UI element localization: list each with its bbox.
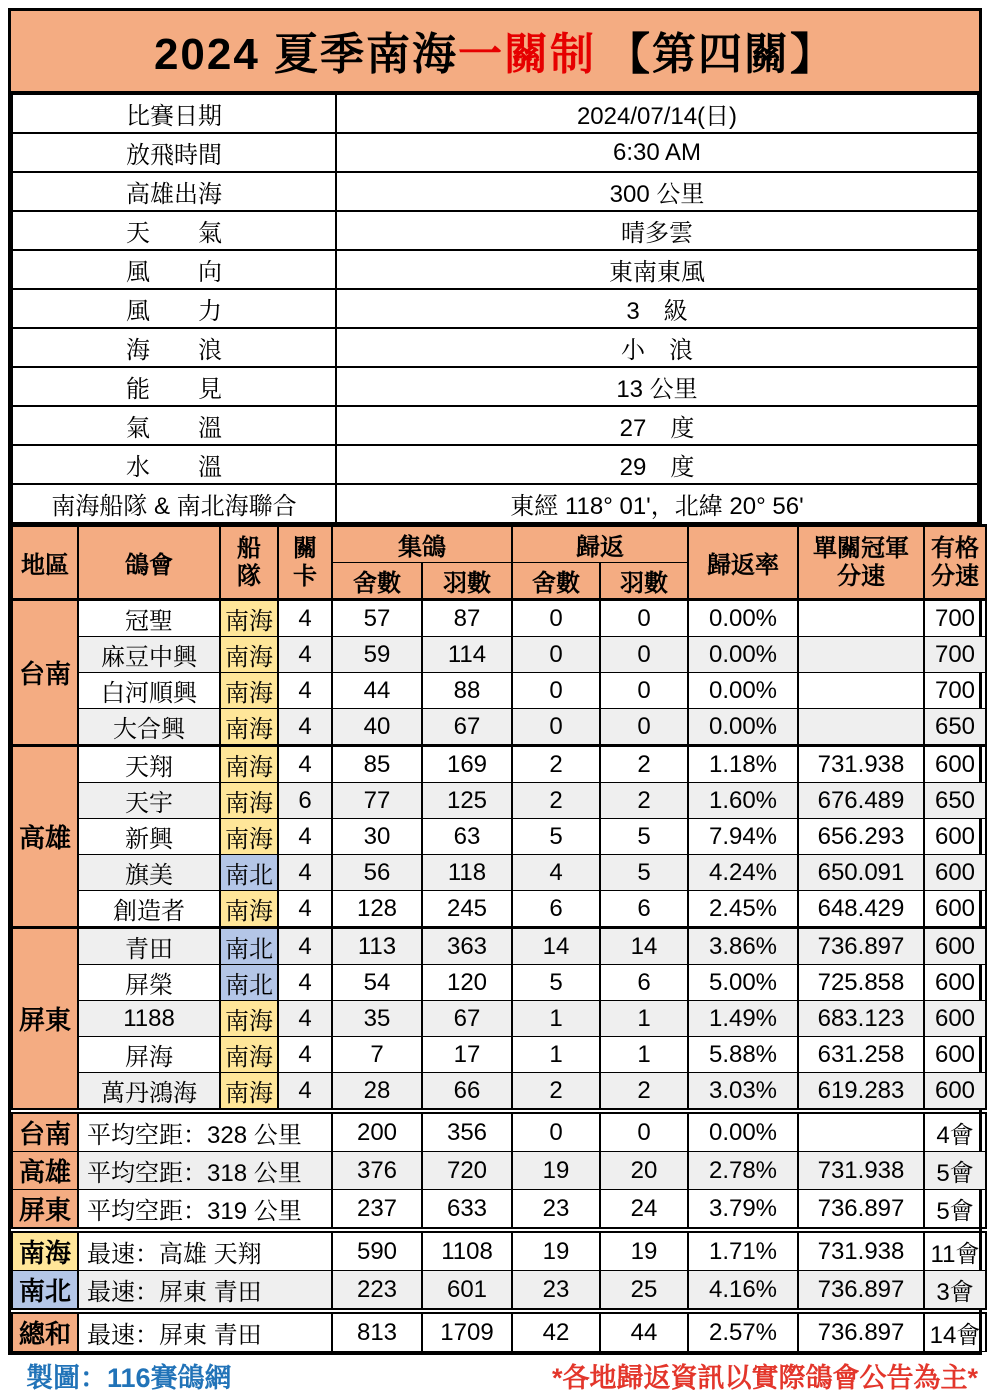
cell-grade: 600 [924, 819, 986, 855]
cell-club: 1188 [78, 1001, 220, 1037]
cell-fleet: 南海 [220, 1073, 278, 1112]
title-prefix: 2024 夏季南海 [153, 30, 459, 79]
header-rate: 歸返率 [688, 526, 798, 600]
race-report-sheet [8, 0, 982, 1395]
header-collected-birds: 羽數 [422, 563, 512, 600]
cell-returned-lofts: 0 [512, 600, 600, 637]
info-row [12, 484, 978, 523]
table-row [12, 1073, 986, 1112]
region-cell: 台南 [12, 600, 78, 746]
title-suffix: 【第四關】 [606, 30, 837, 79]
cell-grade: 5會 [924, 1152, 986, 1190]
cell-speed: 683.123 [798, 1001, 924, 1037]
cell-collected-birds: 720 [422, 1152, 512, 1190]
info-row [12, 406, 978, 445]
cell-club: 白河順興 [78, 673, 220, 709]
header-returned: 歸返 [512, 526, 688, 563]
cell-returned-lofts: 19 [512, 1152, 600, 1190]
table-row [12, 928, 986, 965]
cell-grade: 4會 [924, 1111, 986, 1152]
region-cell: 高雄 [12, 746, 78, 928]
cell-collected-birds: 125 [422, 783, 512, 819]
cell-returned-lofts: 0 [512, 709, 600, 746]
cell-returned-birds: 0 [600, 673, 688, 709]
page-title [11, 11, 979, 93]
disclaimer-text: *各地歸返資訊以實際鴿會公告為主* [551, 1362, 978, 1393]
cell-stage: 4 [278, 965, 332, 1001]
cell-rate: 4.24% [688, 855, 798, 891]
cell-speed: 731.938 [798, 1230, 924, 1271]
info-row [12, 211, 978, 250]
cell-collected-birds: 114 [422, 637, 512, 673]
cell-rate: 0.00% [688, 1111, 798, 1152]
cell-collected-lofts: 28 [332, 1073, 422, 1112]
cell-rate: 0.00% [688, 600, 798, 637]
info-value: 東南東風 [336, 250, 978, 289]
cell-stage: 4 [278, 819, 332, 855]
cell-returned-birds: 44 [600, 1311, 688, 1352]
cell-stage: 4 [278, 1037, 332, 1073]
cell-returned-birds: 5 [600, 819, 688, 855]
total-text: 最速：屏東 青田 [78, 1311, 332, 1352]
cell-returned-lofts: 5 [512, 819, 600, 855]
header-stage-line1: 關 [293, 534, 317, 562]
cell-fleet: 南海 [220, 819, 278, 855]
race-info-table [11, 93, 979, 524]
info-label: 風 力 [12, 289, 336, 328]
cell-returned-lofts: 2 [512, 746, 600, 783]
region-summary-section [12, 1111, 986, 1230]
footer [8, 1355, 982, 1395]
cell-club: 屏海 [78, 1037, 220, 1073]
info-value: 2024/07/14(日) [336, 94, 978, 133]
info-row [12, 172, 978, 211]
results-table [11, 524, 987, 1352]
cell-fleet: 南海 [220, 1001, 278, 1037]
table-row [12, 819, 986, 855]
cell-collected-birds: 1709 [422, 1311, 512, 1352]
cell-grade: 600 [924, 1001, 986, 1037]
report-frame [8, 8, 982, 1355]
header-club: 鴿會 [78, 526, 220, 600]
cell-collected-birds: 356 [422, 1111, 512, 1152]
info-value: 6:30 AM [336, 133, 978, 172]
cell-collected-lofts: 35 [332, 1001, 422, 1037]
cell-grade: 600 [924, 1037, 986, 1073]
cell-collected-birds: 118 [422, 855, 512, 891]
cell-collected-lofts: 237 [332, 1190, 422, 1231]
header-fleet-line2: 隊 [237, 562, 261, 590]
cell-fleet: 南海 [220, 783, 278, 819]
cell-collected-birds: 67 [422, 709, 512, 746]
group-kaohsiung [12, 746, 986, 928]
info-value: 27 度 [336, 406, 978, 445]
cell-collected-birds: 17 [422, 1037, 512, 1073]
cell-rate: 0.00% [688, 637, 798, 673]
cell-collected-lofts: 54 [332, 965, 422, 1001]
cell-returned-lofts: 0 [512, 1111, 600, 1152]
total-text: 最速：屏東 青田 [78, 1271, 332, 1312]
cell-returned-birds: 0 [600, 637, 688, 673]
fleet-totals-section [12, 1230, 986, 1311]
total-text: 最速：高雄 天翔 [78, 1230, 332, 1271]
cell-collected-birds: 63 [422, 819, 512, 855]
header-collected: 集鴿 [332, 526, 512, 563]
info-value: 晴多雲 [336, 211, 978, 250]
header-region: 地區 [12, 526, 78, 600]
summary-label: 高雄 [12, 1152, 78, 1190]
cell-stage: 4 [278, 709, 332, 746]
cell-returned-lofts: 0 [512, 637, 600, 673]
cell-returned-lofts: 23 [512, 1271, 600, 1312]
cell-stage: 6 [278, 783, 332, 819]
cell-grade: 700 [924, 600, 986, 637]
table-row [12, 746, 986, 783]
cell-rate: 3.86% [688, 928, 798, 965]
table-row [12, 600, 986, 637]
cell-speed: 731.938 [798, 746, 924, 783]
table-row [12, 673, 986, 709]
cell-speed: 676.489 [798, 783, 924, 819]
header-grade-line1: 有格 [931, 534, 979, 562]
cell-returned-lofts: 42 [512, 1311, 600, 1352]
info-label: 放飛時間 [12, 133, 336, 172]
cell-speed: 736.897 [798, 928, 924, 965]
cell-speed: 650.091 [798, 855, 924, 891]
cell-rate: 5.00% [688, 965, 798, 1001]
cell-rate: 3.79% [688, 1190, 798, 1231]
table-row [12, 783, 986, 819]
summary-text: 平均空距：328 公里 [78, 1111, 332, 1152]
cell-fleet: 南北 [220, 928, 278, 965]
cell-collected-birds: 67 [422, 1001, 512, 1037]
cell-fleet: 南北 [220, 855, 278, 891]
region-cell: 屏東 [12, 928, 78, 1112]
header-returned-birds: 羽數 [600, 563, 688, 600]
cell-grade: 600 [924, 1073, 986, 1112]
info-row [12, 133, 978, 172]
cell-collected-lofts: 59 [332, 637, 422, 673]
cell-collected-lofts: 590 [332, 1230, 422, 1271]
cell-speed: 736.897 [798, 1271, 924, 1312]
total-label: 南海 [12, 1230, 78, 1271]
cell-club: 新興 [78, 819, 220, 855]
cell-collected-birds: 633 [422, 1190, 512, 1231]
cell-returned-lofts: 1 [512, 1037, 600, 1073]
cell-club: 青田 [78, 928, 220, 965]
cell-grade: 600 [924, 891, 986, 928]
header-grade-line2: 分速 [931, 562, 979, 590]
cell-collected-birds: 363 [422, 928, 512, 965]
info-value: 3 級 [336, 289, 978, 328]
cell-grade: 700 [924, 673, 986, 709]
info-row [12, 94, 978, 133]
credit-text: 製圖：116賽鴿網 [26, 1362, 232, 1393]
cell-collected-lofts: 200 [332, 1111, 422, 1152]
cell-returned-birds: 1 [600, 1001, 688, 1037]
info-label: 海 浪 [12, 328, 336, 367]
cell-collected-lofts: 85 [332, 746, 422, 783]
header-grade-speed [924, 526, 986, 600]
cell-club: 創造者 [78, 891, 220, 928]
cell-returned-lofts: 14 [512, 928, 600, 965]
cell-returned-birds: 5 [600, 855, 688, 891]
results-header [12, 526, 986, 600]
total-row [12, 1271, 986, 1312]
cell-club: 天翔 [78, 746, 220, 783]
cell-collected-lofts: 7 [332, 1037, 422, 1073]
table-row [12, 637, 986, 673]
cell-fleet: 南北 [220, 965, 278, 1001]
cell-rate: 5.88% [688, 1037, 798, 1073]
cell-stage: 4 [278, 600, 332, 637]
group-tainan [12, 600, 986, 746]
cell-speed: 656.293 [798, 819, 924, 855]
cell-returned-birds: 1 [600, 1037, 688, 1073]
cell-stage: 4 [278, 1073, 332, 1112]
total-row [12, 1311, 986, 1352]
cell-collected-birds: 1108 [422, 1230, 512, 1271]
cell-returned-birds: 0 [600, 1111, 688, 1152]
cell-returned-lofts: 1 [512, 1001, 600, 1037]
header-returned-lofts: 舍數 [512, 563, 600, 600]
table-row [12, 965, 986, 1001]
header-fleet-line1: 船 [237, 534, 261, 562]
cell-returned-lofts: 19 [512, 1230, 600, 1271]
cell-speed: 725.858 [798, 965, 924, 1001]
cell-speed: 736.897 [798, 1190, 924, 1231]
cell-collected-birds: 66 [422, 1073, 512, 1112]
cell-club: 麻豆中興 [78, 637, 220, 673]
cell-collected-birds: 601 [422, 1271, 512, 1312]
cell-returned-lofts: 6 [512, 891, 600, 928]
info-label: 氣 溫 [12, 406, 336, 445]
cell-grade: 5會 [924, 1190, 986, 1231]
cell-grade: 14會 [924, 1311, 986, 1352]
grand-total-section [12, 1311, 986, 1352]
cell-returned-birds: 6 [600, 965, 688, 1001]
title-highlight: 一關制 [458, 30, 597, 79]
cell-speed [798, 600, 924, 637]
cell-rate: 3.03% [688, 1073, 798, 1112]
cell-collected-birds: 245 [422, 891, 512, 928]
cell-stage: 4 [278, 1001, 332, 1037]
info-value: 東經 118° 01'，北緯 20° 56' [336, 484, 978, 523]
cell-fleet: 南海 [220, 709, 278, 746]
cell-returned-lofts: 2 [512, 783, 600, 819]
info-row [12, 367, 978, 406]
summary-text: 平均空距：318 公里 [78, 1152, 332, 1190]
cell-returned-birds: 20 [600, 1152, 688, 1190]
header-champ-line1: 單關冠軍 [813, 534, 909, 562]
cell-speed: 736.897 [798, 1311, 924, 1352]
table-row [12, 891, 986, 928]
cell-collected-lofts: 40 [332, 709, 422, 746]
table-row [12, 855, 986, 891]
cell-fleet: 南海 [220, 746, 278, 783]
cell-grade: 600 [924, 746, 986, 783]
cell-grade: 600 [924, 928, 986, 965]
cell-rate: 0.00% [688, 673, 798, 709]
info-value: 300 公里 [336, 172, 978, 211]
total-label: 南北 [12, 1271, 78, 1312]
cell-collected-lofts: 77 [332, 783, 422, 819]
cell-rate: 2.45% [688, 891, 798, 928]
cell-rate: 2.57% [688, 1311, 798, 1352]
summary-text: 平均空距：319 公里 [78, 1190, 332, 1231]
cell-returned-birds: 2 [600, 783, 688, 819]
cell-fleet: 南海 [220, 637, 278, 673]
cell-rate: 2.78% [688, 1152, 798, 1190]
cell-returned-lofts: 2 [512, 1073, 600, 1112]
header-stage [278, 526, 332, 600]
info-row [12, 445, 978, 484]
cell-stage: 4 [278, 891, 332, 928]
info-value: 13 公里 [336, 367, 978, 406]
info-label: 高雄出海 [12, 172, 336, 211]
cell-speed [798, 673, 924, 709]
cell-returned-lofts: 5 [512, 965, 600, 1001]
header-collected-lofts: 舍數 [332, 563, 422, 600]
cell-club: 大合興 [78, 709, 220, 746]
cell-stage: 4 [278, 637, 332, 673]
total-label: 總和 [12, 1311, 78, 1352]
cell-returned-birds: 19 [600, 1230, 688, 1271]
cell-rate: 1.60% [688, 783, 798, 819]
cell-rate: 1.71% [688, 1230, 798, 1271]
cell-returned-lofts: 0 [512, 673, 600, 709]
cell-grade: 650 [924, 709, 986, 746]
summary-label: 台南 [12, 1111, 78, 1152]
info-row [12, 328, 978, 367]
cell-returned-birds: 6 [600, 891, 688, 928]
info-label: 天 氣 [12, 211, 336, 250]
total-row [12, 1230, 986, 1271]
cell-stage: 4 [278, 855, 332, 891]
cell-collected-birds: 88 [422, 673, 512, 709]
cell-grade: 700 [924, 637, 986, 673]
header-champ-speed [798, 526, 924, 600]
info-label: 南海船隊 & 南北海聯合 [12, 484, 336, 523]
cell-fleet: 南海 [220, 600, 278, 637]
cell-grade: 600 [924, 855, 986, 891]
cell-rate: 7.94% [688, 819, 798, 855]
info-label: 水 溫 [12, 445, 336, 484]
cell-grade: 3會 [924, 1271, 986, 1312]
cell-collected-lofts: 113 [332, 928, 422, 965]
cell-speed [798, 709, 924, 746]
summary-label: 屏東 [12, 1190, 78, 1231]
header-stage-line2: 卡 [293, 562, 317, 590]
cell-returned-birds: 0 [600, 600, 688, 637]
cell-speed [798, 1111, 924, 1152]
summary-row [12, 1111, 986, 1152]
info-row [12, 250, 978, 289]
cell-collected-lofts: 128 [332, 891, 422, 928]
info-value: 29 度 [336, 445, 978, 484]
cell-fleet: 南海 [220, 891, 278, 928]
info-value: 小 浪 [336, 328, 978, 367]
cell-returned-birds: 14 [600, 928, 688, 965]
summary-row [12, 1190, 986, 1231]
cell-speed [798, 637, 924, 673]
cell-collected-birds: 169 [422, 746, 512, 783]
cell-fleet: 南海 [220, 1037, 278, 1073]
cell-collected-lofts: 57 [332, 600, 422, 637]
cell-collected-lofts: 56 [332, 855, 422, 891]
cell-rate: 4.16% [688, 1271, 798, 1312]
cell-club: 冠聖 [78, 600, 220, 637]
cell-collected-lofts: 30 [332, 819, 422, 855]
header-fleet [220, 526, 278, 600]
cell-club: 屏榮 [78, 965, 220, 1001]
cell-collected-lofts: 376 [332, 1152, 422, 1190]
info-label: 風 向 [12, 250, 336, 289]
cell-stage: 4 [278, 928, 332, 965]
cell-club: 萬丹鴻海 [78, 1073, 220, 1112]
cell-returned-birds: 2 [600, 1073, 688, 1112]
cell-grade: 600 [924, 965, 986, 1001]
cell-speed: 631.258 [798, 1037, 924, 1073]
cell-club: 天宇 [78, 783, 220, 819]
table-row [12, 1001, 986, 1037]
table-row [12, 1037, 986, 1073]
cell-grade: 650 [924, 783, 986, 819]
summary-row [12, 1152, 986, 1190]
info-label: 能 見 [12, 367, 336, 406]
cell-rate: 1.49% [688, 1001, 798, 1037]
group-pingtung [12, 928, 986, 1112]
cell-speed: 619.283 [798, 1073, 924, 1112]
cell-collected-lofts: 223 [332, 1271, 422, 1312]
cell-fleet: 南海 [220, 673, 278, 709]
cell-collected-birds: 87 [422, 600, 512, 637]
info-row [12, 289, 978, 328]
header-champ-line2: 分速 [837, 562, 885, 590]
cell-collected-lofts: 813 [332, 1311, 422, 1352]
info-label: 比賽日期 [12, 94, 336, 133]
cell-stage: 4 [278, 673, 332, 709]
cell-returned-birds: 24 [600, 1190, 688, 1231]
cell-returned-birds: 0 [600, 709, 688, 746]
cell-returned-birds: 25 [600, 1271, 688, 1312]
cell-grade: 11會 [924, 1230, 986, 1271]
cell-returned-lofts: 23 [512, 1190, 600, 1231]
cell-club: 旗美 [78, 855, 220, 891]
cell-returned-birds: 2 [600, 746, 688, 783]
cell-returned-lofts: 4 [512, 855, 600, 891]
cell-rate: 0.00% [688, 709, 798, 746]
cell-collected-lofts: 44 [332, 673, 422, 709]
table-row [12, 709, 986, 746]
cell-collected-birds: 120 [422, 965, 512, 1001]
cell-rate: 1.18% [688, 746, 798, 783]
cell-speed: 731.938 [798, 1152, 924, 1190]
cell-speed: 648.429 [798, 891, 924, 928]
cell-stage: 4 [278, 746, 332, 783]
